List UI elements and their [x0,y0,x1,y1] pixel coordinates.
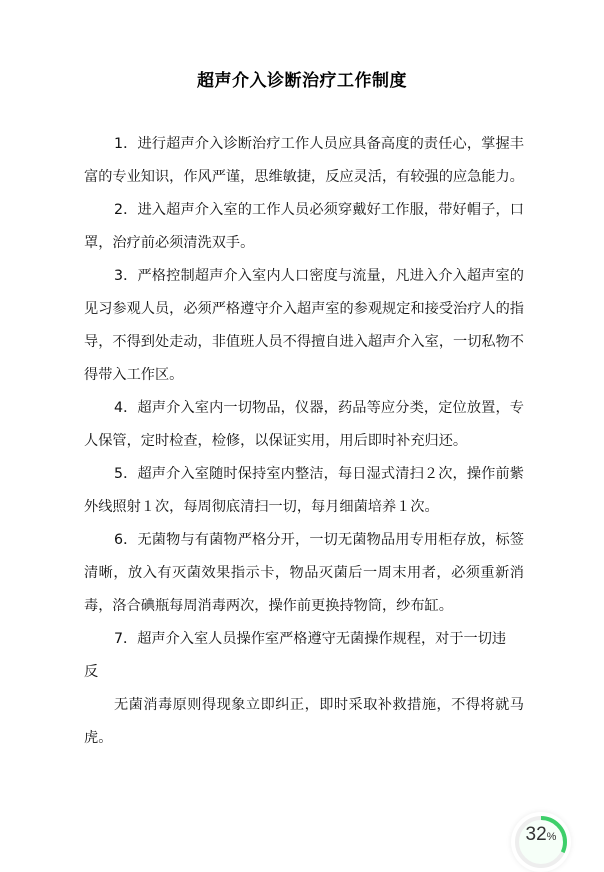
paragraph-3: 3．严格控制超声介入室内人口密度与流量，凡进入介入超声室的见习参观人员，必须严格遵守介入超声室的参观规定和接受治疗人的指导，不得到处走动，非值班人员不得擅自进入超声介入室，一切私物不得带入工作区。 [84,268,524,383]
progress-value: 32 [525,824,547,845]
document-title: 超声介入诊断治疗工作制度 [197,71,407,91]
paragraph-7: 7．超声介入室人员操作室严格遵守无菌操作规程，对于一切违 [114,631,507,647]
progress-unit: % [546,831,557,843]
paragraph-8: 无菌消毒原则得现象立即纠正，即时采取补救措施，不得将就马虎。 [84,697,524,746]
paragraph-5: 5．超声介入室随时保持室内整洁，每日湿式清扫２次，操作前紫外线照射１次，每周彻底清扫一切，每月细菌培养１次。 [84,466,524,515]
paragraph-2: 2．进入超声介入室的工作人员必须穿戴好工作服，带好帽子，口罩，治疗前必须清洗双手。 [84,202,524,251]
paragraph-7-continuation: 反 [84,664,99,680]
reading-progress-indicator [511,812,571,872]
document-body [84,128,524,755]
progress-percentage [511,824,571,846]
paragraph-1: 1．进行超声介入诊断治疗工作人员应具备高度的责任心，掌握丰富的专业知识，作风严谨，思维敏捷，反应灵活，有较强的应急能力。 [84,136,524,185]
paragraph-4: 4．超声介入室内一切物品，仪器，药品等应分类，定位放置，专人保管，定时检查，检修，以保证实用，用后即时补充归还。 [84,400,524,449]
paragraph-6: 6．无菌物与有菌物严格分开，一切无菌物品用专用柜存放，标签清晰，放入有灭菌效果指示卡，物品灭菌后一周末用者，必须重新消毒，洛合碘瓶每周消毒两次，操作前更换持物筒，纱布缸。 [84,532,524,614]
